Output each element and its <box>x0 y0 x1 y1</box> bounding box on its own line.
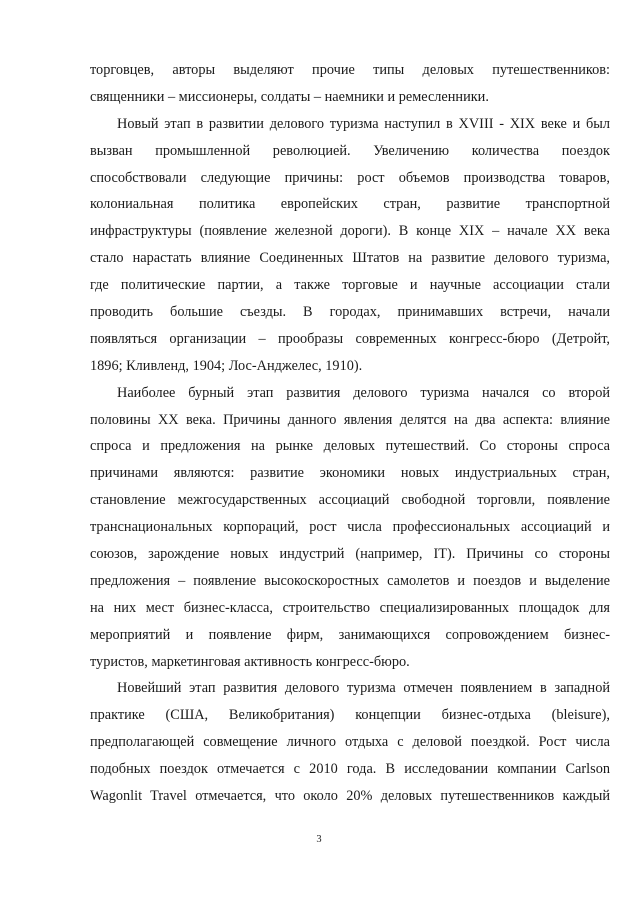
text-line: священники – миссионеры, солдаты – наемники и ремесленники. <box>90 88 489 105</box>
text-line: мероприятий и появление фирм, занимающихся сопровождением бизнес- <box>90 626 610 643</box>
text-line: стало нарастать влияние Соединенных Штатов на развитие делового туризма, <box>90 250 610 267</box>
text-line: появляться организации – прообразы современных конгресс-бюро (Детройт, <box>90 330 610 347</box>
text-line: становление межгосударственных ассоциаций свободной торговли, появление <box>90 492 610 509</box>
text-line: Wagonlit Travel отмечается, что около 20% деловых путешественников каждый <box>90 788 610 805</box>
text-line: причинами являются: развитие экономики новых индустриальных стран, <box>90 465 610 482</box>
text-line: торговцев, авторы выделяют прочие типы деловых путешественников: <box>90 62 610 78</box>
text-line: спроса и предложения на рынке деловых путешествий. Со стороны спроса <box>90 438 610 455</box>
text-line: где политические партии, а также торговые и научные ассоциации стали <box>90 277 610 294</box>
body-text <box>90 57 610 810</box>
text-line: колониальная политика европейских стран, развитие транспортной <box>90 196 610 213</box>
text-line: Новый этап в развитии делового туризма наступил в XVIII - XIX веке и был <box>117 115 610 132</box>
text-line: Новейший этап развития делового туризма отмечен появлением в западной <box>117 680 610 697</box>
text-line: Наиболее бурный этап развития делового туризма начался со второй <box>117 384 610 401</box>
text-line: транснациональных корпораций, рост числа профессиональных ассоциаций и <box>90 519 610 536</box>
page-number: 3 <box>316 834 322 845</box>
text-line: предполагающей совмещение личного отдыха с деловой поездкой. Рост числа <box>90 734 610 751</box>
text-line: 1896; Кливленд, 1904; Лос-Анджелес, 1910). <box>90 357 363 374</box>
text-line: туристов, маркетинговая активность конгресс-бюро. <box>90 653 410 670</box>
text-line: инфраструктуры (появление железной дороги). В конце XIX – начале XX века <box>90 223 610 240</box>
text-line: подобных поездок отмечается с 2010 года. В исследовании компании Carlson <box>90 761 610 778</box>
text-line: союзов, зарождение новых индустрий (например, IT). Причины со стороны <box>90 546 610 563</box>
text-line: вызван промышленной революцией. Увеличению количества поездок <box>90 142 610 159</box>
text-line: способствовали следующие причины: рост объемов производства товаров, <box>90 169 610 186</box>
text-line: на них мест бизнес-класса, строительство специализированных площадок для <box>90 599 610 616</box>
text-line: практике (США, Великобритания) концепции бизнес-отдыха (bleisure), <box>90 707 610 724</box>
text-line: половины XX века. Причины данного явления делятся на два аспекта: влияние <box>90 411 610 428</box>
text-line: предложения – появление высокоскоростных самолетов и поездов и выделение <box>90 572 610 589</box>
text-line: проводить большие съезды. В городах, принимавших встречи, начали <box>90 304 610 321</box>
